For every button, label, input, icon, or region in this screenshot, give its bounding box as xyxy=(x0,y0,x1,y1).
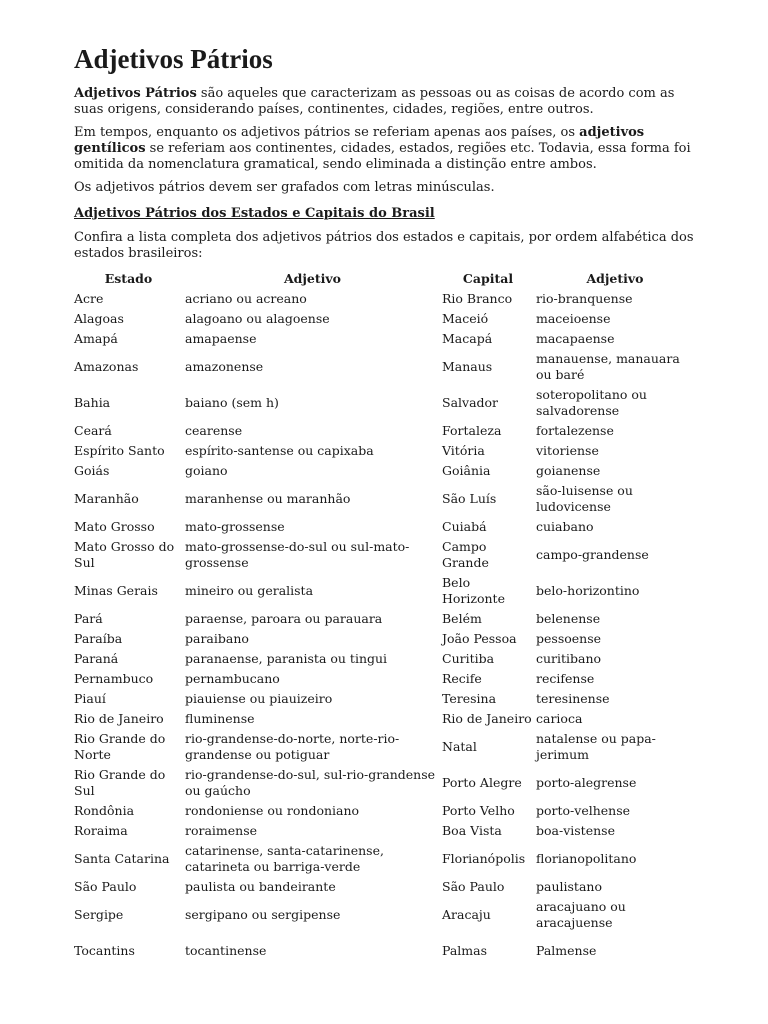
cell-adjetivo-capital: cuiabano xyxy=(536,519,594,534)
cell-adjetivo-estado: mineiro ou geralista xyxy=(185,583,314,598)
cell-adjetivo-estado: mato-grossense-do-sul ou sul-mato-grossense xyxy=(185,539,410,570)
cell-adjetivo-capital: soteropolitano ou salvadorense xyxy=(536,387,647,418)
cell-estado: Rio Grande do Sul xyxy=(74,767,166,798)
cell-capital: Fortaleza xyxy=(442,423,502,438)
intro-text: são aqueles que caracterizam as pessoas ou as coisas de acordo com as suas origens, considerando países, continentes, cidades, regiões, entre outros. xyxy=(74,86,675,117)
table-row xyxy=(73,709,695,729)
para2-bold-term: adjetivos gentílicos xyxy=(74,125,645,156)
cell-estado: Paraná xyxy=(74,651,119,666)
table-row xyxy=(73,629,695,649)
cell-adjetivo-capital: boa-vistense xyxy=(536,823,615,838)
cell-adjetivo-estado: paraense, paroara ou parauara xyxy=(185,611,383,626)
cell-capital: Rio de Janeiro xyxy=(442,711,532,726)
cell-adjetivo-estado: rio-grandense-do-norte, norte-rio-grandense ou potiguar xyxy=(185,731,400,762)
table-row xyxy=(73,609,695,629)
cell-adjetivo-estado: mato-grossense xyxy=(185,519,285,534)
cell-adjetivo-capital: belenense xyxy=(536,611,601,626)
cell-capital: Teresina xyxy=(442,691,497,706)
cell-adjetivo-capital: curitibano xyxy=(536,651,602,666)
cell-capital: Vitória xyxy=(442,443,485,458)
cell-estado: Pernambuco xyxy=(74,671,154,686)
section-title: Adjetivos Pátrios dos Estados e Capitais do Brasil xyxy=(74,206,435,221)
table-row xyxy=(73,349,695,385)
table-row xyxy=(73,669,695,689)
cell-adjetivo-capital: manauense, manauara ou baré xyxy=(536,351,680,382)
header-estado: Estado xyxy=(104,271,153,286)
cell-adjetivo-capital: vitoriense xyxy=(536,443,599,458)
cell-capital: Rio Branco xyxy=(442,291,513,306)
cell-adjetivo-estado: roraimense xyxy=(185,823,258,838)
cell-capital: Recife xyxy=(442,671,482,686)
cell-adjetivo-estado: catarinense, santa-catarinense, catarineta ou barriga-verde xyxy=(185,843,384,874)
header-adjetivo-estado: Adjetivo xyxy=(283,271,342,286)
cell-adjetivo-estado: rondoniense ou rondoniano xyxy=(185,803,360,818)
cell-adjetivo-estado: sergipano ou sergipense xyxy=(185,907,341,922)
cell-adjetivo-capital: pessoense xyxy=(536,631,602,646)
table-row xyxy=(73,877,695,897)
intro-bold-term: Adjetivos Pátrios xyxy=(74,86,197,101)
cell-adjetivo-capital: Palmense xyxy=(536,943,597,958)
cell-adjetivo-capital: são-luisense ou ludovicense xyxy=(536,483,633,514)
table-row xyxy=(73,289,695,309)
cell-estado: Amapá xyxy=(74,331,118,346)
cell-estado: Alagoas xyxy=(74,311,124,326)
document-page xyxy=(74,42,694,969)
para2-before: Em tempos, enquanto os adjetivos pátrios se referiam apenas aos países, os xyxy=(74,125,580,140)
cell-adjetivo-estado: pernambucano xyxy=(185,671,280,686)
table-row xyxy=(73,441,695,461)
cell-adjetivo-estado: paraibano xyxy=(185,631,249,646)
cell-capital: Cuiabá xyxy=(442,519,487,534)
cell-adjetivo-capital: belo-horizontino xyxy=(536,583,640,598)
cell-capital: Porto Alegre xyxy=(442,775,522,790)
cell-adjetivo-capital: porto-velhense xyxy=(536,803,631,818)
page-title: Adjetivos Pátrios xyxy=(74,44,273,74)
cell-capital: Maceió xyxy=(442,311,489,326)
cell-estado: Minas Gerais xyxy=(74,583,158,598)
cell-adjetivo-capital: macapaense xyxy=(536,331,615,346)
cell-adjetivo-estado: baiano (sem h) xyxy=(185,395,279,410)
cell-capital: Palmas xyxy=(442,943,488,958)
gentilicos-paragraph xyxy=(74,125,694,173)
cell-adjetivo-capital: fortalezense xyxy=(536,423,614,438)
cell-estado: Goiás xyxy=(74,463,110,478)
table-row xyxy=(73,933,695,969)
lowercase-note: Os adjetivos pátrios devem ser grafados com letras minúsculas. xyxy=(74,180,495,195)
cell-capital: Manaus xyxy=(442,359,493,374)
cell-estado: Amazonas xyxy=(74,359,139,374)
cell-adjetivo-estado: fluminense xyxy=(185,711,255,726)
cell-adjetivo-estado: amapaense xyxy=(185,331,257,346)
cell-capital: Aracaju xyxy=(442,907,491,922)
cell-adjetivo-estado: paranaense, paranista ou tingui xyxy=(185,651,388,666)
cell-capital: Natal xyxy=(442,739,477,754)
cell-estado: Acre xyxy=(74,291,104,306)
cell-capital: Campo Grande xyxy=(442,539,489,570)
cell-estado: Rio Grande do Norte xyxy=(74,731,166,762)
cell-adjetivo-estado: maranhense ou maranhão xyxy=(185,491,351,506)
cell-adjetivo-estado: cearense xyxy=(185,423,243,438)
cell-adjetivo-estado: paulista ou bandeirante xyxy=(185,879,336,894)
cell-adjetivo-capital: goianense xyxy=(536,463,601,478)
cell-estado: Sergipe xyxy=(74,907,124,922)
cell-adjetivo-capital: campo-grandense xyxy=(536,547,649,562)
table-row xyxy=(73,841,695,877)
table-row xyxy=(73,821,695,841)
cell-capital: Belém xyxy=(442,611,482,626)
table-row xyxy=(73,461,695,481)
cell-adjetivo-estado: rio-grandense-do-sul, sul-rio-grandense ou gaúcho xyxy=(185,767,435,798)
table-row xyxy=(73,801,695,821)
cell-adjetivo-estado: alagoano ou alagoense xyxy=(185,311,330,326)
cell-capital: São Luís xyxy=(442,491,497,506)
cell-adjetivo-capital: carioca xyxy=(536,711,583,726)
cell-capital: João Pessoa xyxy=(442,631,517,646)
cell-estado: Rondônia xyxy=(74,803,135,818)
cell-estado: Maranhão xyxy=(74,491,139,506)
table-row xyxy=(73,517,695,537)
cell-capital: Curitiba xyxy=(442,651,495,666)
table-row xyxy=(73,329,695,349)
table-row xyxy=(73,481,695,517)
cell-adjetivo-capital: florianopolitano xyxy=(536,851,637,866)
cell-capital: Goiânia xyxy=(442,463,491,478)
cell-estado: Pará xyxy=(74,611,103,626)
cell-adjetivo-estado: amazonense xyxy=(185,359,264,374)
table-row xyxy=(73,689,695,709)
table-row xyxy=(73,309,695,329)
cell-adjetivo-capital: recifense xyxy=(536,671,595,686)
cell-capital: Macapá xyxy=(442,331,493,346)
cell-estado: São Paulo xyxy=(74,879,137,894)
cell-capital: Boa Vista xyxy=(442,823,502,838)
table-row xyxy=(73,537,695,573)
cell-estado: Espírito Santo xyxy=(74,443,165,458)
cell-estado: Mato Grosso do Sul xyxy=(74,539,175,570)
cell-capital: Florianópolis xyxy=(442,851,526,866)
header-adjetivo-capital: Adjetivo xyxy=(586,271,644,286)
table-row xyxy=(73,421,695,441)
cell-adjetivo-capital: maceioense xyxy=(536,311,611,326)
cell-capital: Porto Velho xyxy=(442,803,515,818)
table-row xyxy=(73,765,695,801)
cell-capital: Belo Horizonte xyxy=(442,575,505,606)
table-row xyxy=(73,649,695,669)
cell-adjetivo-estado: espírito-santense ou capixaba xyxy=(185,443,374,458)
header-capital: Capital xyxy=(462,271,514,286)
cell-capital: Salvador xyxy=(442,395,499,410)
adjetivos-table xyxy=(73,269,695,969)
cell-capital: São Paulo xyxy=(442,879,505,894)
cell-estado: Piauí xyxy=(74,691,106,706)
table-row xyxy=(73,729,695,765)
cell-adjetivo-capital: teresinense xyxy=(536,691,610,706)
cell-adjetivo-estado: acriano ou acreano xyxy=(185,291,307,306)
cell-estado: Santa Catarina xyxy=(74,851,170,866)
cell-estado: Rio de Janeiro xyxy=(74,711,164,726)
cell-adjetivo-estado: goiano xyxy=(185,463,228,478)
cell-estado: Bahia xyxy=(74,395,111,410)
cell-estado: Tocantins xyxy=(74,943,135,958)
table-row xyxy=(73,573,695,609)
cell-adjetivo-estado: tocantinense xyxy=(185,943,267,958)
table-body xyxy=(73,289,695,969)
cell-adjetivo-estado: piauiense ou piauizeiro xyxy=(185,691,333,706)
cell-estado: Ceará xyxy=(74,423,112,438)
cell-adjetivo-capital: porto-alegrense xyxy=(536,775,637,790)
cell-estado: Paraíba xyxy=(74,631,123,646)
section-intro: Confira a lista completa dos adjetivos pátrios dos estados e capitais, por ordem alfabética dos estados brasileiros: xyxy=(74,230,694,261)
table-row xyxy=(73,385,695,421)
cell-adjetivo-capital: natalense ou papa-jerimum xyxy=(536,731,656,762)
intro-paragraph xyxy=(74,86,694,118)
cell-estado: Mato Grosso xyxy=(74,519,155,534)
para2-after: se referiam aos continentes, cidades, estados, regiões etc. Todavia, essa forma foi omitida da nomenclatura gramatical, sendo eliminada a distinção entre ambos. xyxy=(74,141,691,172)
table-row xyxy=(73,897,695,933)
cell-adjetivo-capital: paulistano xyxy=(536,879,602,894)
cell-adjetivo-capital: rio-branquense xyxy=(536,291,633,306)
cell-estado: Roraima xyxy=(74,823,128,838)
table-header-row xyxy=(73,269,695,289)
cell-adjetivo-capital: aracajuano ou aracajuense xyxy=(536,899,626,930)
